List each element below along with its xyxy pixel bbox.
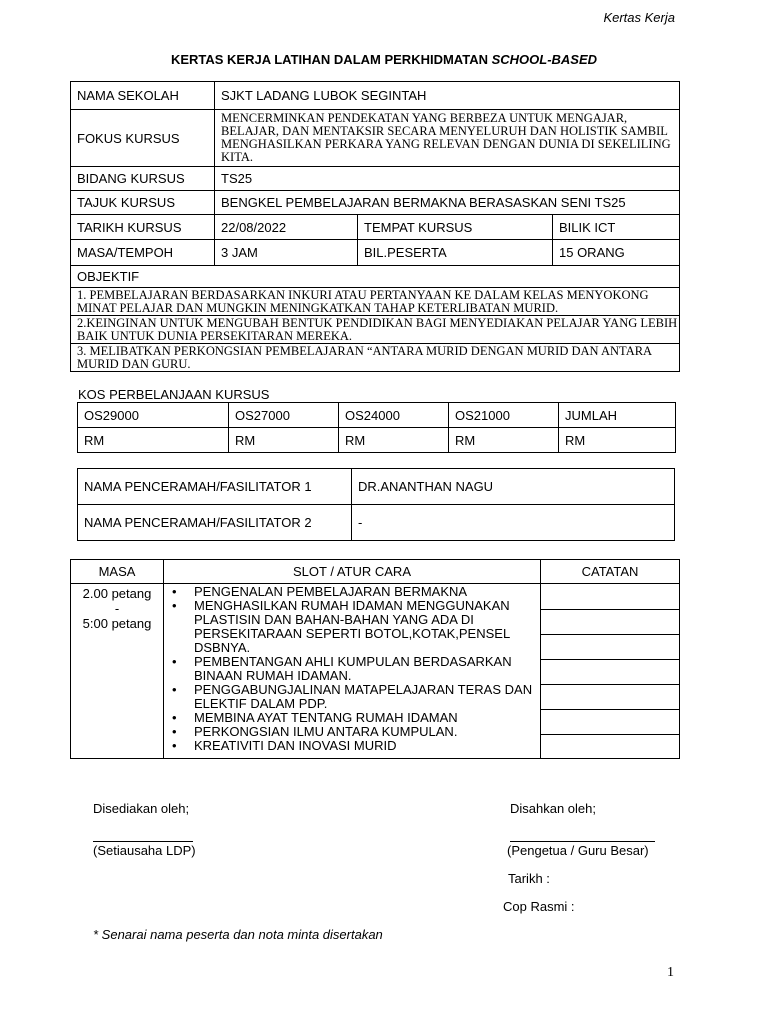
page-number: 1 — [667, 965, 674, 980]
disahkan-label: Disahkan oleh; — [510, 801, 596, 816]
slot-item: • MENGHASILKAN RUMAH IDAMAN MENGGUNAKAN PLASTISIN DAN BAHAN-BAHAN YANG ADA DI PERSEKITARAAN SEPERTI BOTOL,KOTAK,PENSEL DSBNYA. — [164, 599, 540, 655]
jadual-header-slot: SLOT / ATUR CARA — [164, 560, 541, 584]
kos-value-os21000: RM — [449, 428, 559, 453]
tajuk-kursus-value: BENGKEL PEMBELAJARAN BERMAKNA BERASASKAN SENI TS25 — [215, 191, 680, 215]
jadual-slot-cell — [164, 584, 541, 759]
catatan-divider — [541, 709, 679, 710]
title-main: KERTAS KERJA LATIHAN DALAM PERKHIDMATAN — [170, 52, 492, 67]
tempat-kursus-value: BILIK ICT — [553, 215, 680, 240]
catatan-divider — [541, 684, 679, 685]
catatan-divider — [541, 634, 679, 635]
masa-end: 5:00 petang — [82, 616, 152, 631]
document-type-label: Kertas Kerja — [603, 10, 675, 25]
kos-header-os27000: OS27000 — [229, 403, 339, 428]
footnote: * Senarai nama peserta dan nota minta disertakan — [93, 927, 383, 942]
penceramah-1-value: DR.ANANTHAN NAGU — [352, 469, 675, 505]
bidang-kursus-label: BIDANG KURSUS — [71, 167, 215, 191]
bidang-kursus-value: TS25 — [215, 167, 680, 191]
nama-sekolah-value: SJKT LADANG LUBOK SEGINTAH — [215, 82, 680, 110]
masa-tempoh-label: MASA/TEMPOH — [71, 240, 215, 266]
objektif-item-3: 3. MELIBATKAN PERKONGSIAN PEMBELAJARAN “ANTARA MURID DENGAN MURID DAN ANTARA MURID DAN GURU. — [71, 344, 680, 372]
kos-table — [77, 402, 676, 453]
tarikh-kursus-label: TARIKH KURSUS — [71, 215, 215, 240]
pengetua-label: (Pengetua / Guru Besar) — [507, 843, 649, 858]
jadual-catatan-cell — [541, 584, 680, 759]
info-table — [70, 81, 680, 372]
objektif-item-1: 1. PEMBELAJARAN BERDASARKAN INKURI ATAU PERTANYAAN KE DALAM KELAS MENYOKONG MINAT PELAJAR DAN MUNGKIN MENINGKATKAN TAHAP KETERLIBATAN MURID. — [71, 288, 680, 316]
penceramah-2-value: - — [352, 505, 675, 541]
jadual-masa-cell — [71, 584, 164, 759]
jadual-table — [70, 559, 680, 759]
disediakan-label: Disediakan oleh; — [93, 801, 190, 816]
masa-separator: - — [114, 601, 120, 616]
kos-label: KOS PERBELANJAAN KURSUS — [78, 387, 270, 402]
fokus-kursus-label: FOKUS KURSUS — [71, 110, 215, 167]
catatan-divider — [541, 609, 679, 610]
penceramah-2-label: NAMA PENCERAMAH/FASILITATOR 2 — [78, 505, 352, 541]
penceramah-1-label: NAMA PENCERAMAH/FASILITATOR 1 — [78, 469, 352, 505]
slot-item: • PENGGABUNGJALINAN MATAPELAJARAN TERAS DAN ELEKTIF DALAM PDP. — [164, 683, 540, 711]
disahkan-signature-line — [510, 841, 655, 842]
slot-list — [164, 585, 540, 753]
kos-header-os24000: OS24000 — [339, 403, 449, 428]
kos-header-os29000: OS29000 — [78, 403, 229, 428]
slot-item: • PEMBENTANGAN AHLI KUMPULAN BERDASARKAN BINAAN RUMAH IDAMAN. — [164, 655, 540, 683]
tajuk-kursus-label: TAJUK KURSUS — [71, 191, 215, 215]
catatan-divider — [541, 659, 679, 660]
disediakan-signature-line — [93, 841, 193, 842]
kos-header-os21000: OS21000 — [449, 403, 559, 428]
slot-item: • KREATIVITI DAN INOVASI MURID — [164, 739, 540, 753]
nama-sekolah-label: NAMA SEKOLAH — [71, 82, 215, 110]
jadual-header-catatan: CATATAN — [541, 560, 680, 584]
bil-peserta-label: BIL.PESERTA — [358, 240, 553, 266]
bil-peserta-value: 15 ORANG — [553, 240, 680, 266]
masa-start: 2.00 petang — [82, 586, 152, 601]
slot-item: • PERKONGSIAN ILMU ANTARA KUMPULAN. — [164, 725, 540, 739]
kos-header-jumlah: JUMLAH — [559, 403, 676, 428]
slot-item: • PENGENALAN PEMBELAJARAN BERMAKNA — [164, 585, 540, 599]
kos-value-os24000: RM — [339, 428, 449, 453]
objektif-label: OBJEKTIF — [71, 266, 680, 288]
kos-value-os27000: RM — [229, 428, 339, 453]
page-title — [0, 52, 768, 67]
title-italic: SCHOOL-BASED — [491, 52, 598, 67]
cop-rasmi-label: Cop Rasmi : — [503, 899, 575, 914]
setiausaha-label: (Setiausaha LDP) — [93, 843, 196, 858]
jadual-header-masa: MASA — [71, 560, 164, 584]
tarikh-kursus-value: 22/08/2022 — [215, 215, 358, 240]
tarikh-label: Tarikh : — [508, 871, 550, 886]
objektif-item-2: 2.KEINGINAN UNTUK MENGUBAH BENTUK PENDIDIKAN BAGI MENYEDIAKAN PELAJAR YANG LEBIH BAIK UNTUK DUNIA PERSEKITARAN MEREKA. — [71, 316, 680, 344]
catatan-divider — [541, 734, 679, 735]
penceramah-table — [77, 468, 675, 541]
fokus-kursus-value: MENCERMINKAN PENDEKATAN YANG BERBEZA UNTUK MENGAJAR, BELAJAR, DAN MENTAKSIR SECARA MENYELURUH DAN HOLISTIK SAMBIL MENGHASILKAN PERKARA YANG RELEVAN DENGAN DUNIA DI SEKELILING KITA. — [215, 110, 680, 167]
slot-item: • MEMBINA AYAT TENTANG RUMAH IDAMAN — [164, 711, 540, 725]
kos-value-jumlah: RM — [559, 428, 676, 453]
masa-tempoh-value: 3 JAM — [215, 240, 358, 266]
kos-value-os29000: RM — [78, 428, 229, 453]
tempat-kursus-label: TEMPAT KURSUS — [358, 215, 553, 240]
